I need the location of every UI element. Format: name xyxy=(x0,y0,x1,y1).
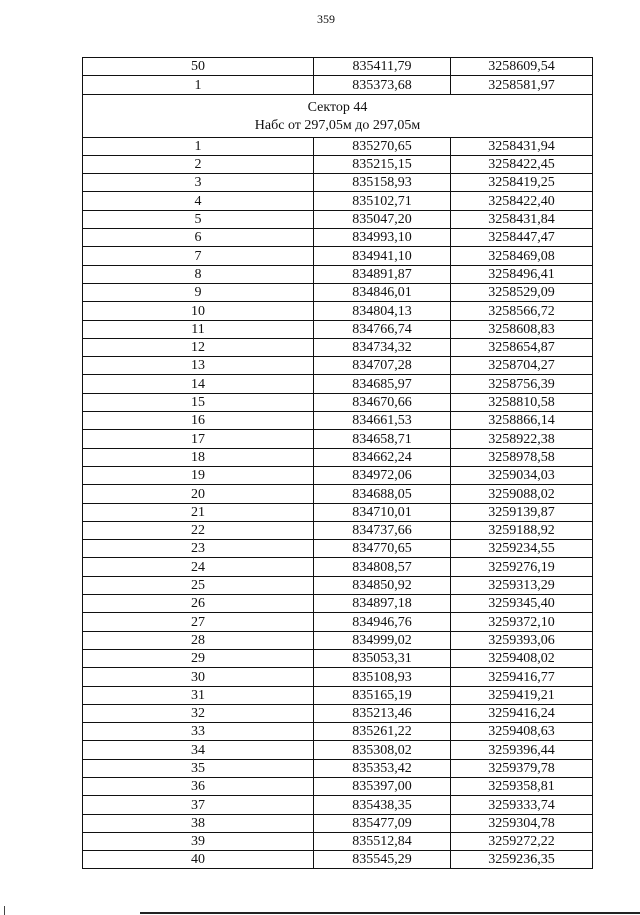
y-coordinate-cell: 3258431,84 xyxy=(451,210,593,228)
table-row xyxy=(83,430,593,448)
point-number-cell: 1 xyxy=(83,76,314,94)
table-row xyxy=(83,503,593,521)
x-coordinate-cell: 834941,10 xyxy=(314,247,451,265)
point-number-cell: 28 xyxy=(83,631,314,649)
y-coordinate-cell: 3259408,02 xyxy=(451,649,593,667)
y-coordinate-cell: 3258609,54 xyxy=(451,58,593,76)
point-number-cell: 10 xyxy=(83,302,314,320)
x-coordinate-cell: 834993,10 xyxy=(314,229,451,247)
point-number-cell: 13 xyxy=(83,357,314,375)
table-row xyxy=(83,814,593,832)
point-number-cell: 27 xyxy=(83,613,314,631)
x-coordinate-cell: 834685,97 xyxy=(314,375,451,393)
table-row xyxy=(83,137,593,155)
table-row xyxy=(83,229,593,247)
table-row xyxy=(83,649,593,667)
point-number-cell: 16 xyxy=(83,412,314,430)
y-coordinate-cell: 3259034,03 xyxy=(451,466,593,484)
y-coordinate-cell: 3259276,19 xyxy=(451,558,593,576)
table-row xyxy=(83,357,593,375)
section-title: Сектор 44 xyxy=(307,99,368,115)
x-coordinate-cell: 834972,06 xyxy=(314,466,451,484)
table-row xyxy=(83,412,593,430)
y-coordinate-cell: 3259333,74 xyxy=(451,796,593,814)
y-coordinate-cell: 3258529,09 xyxy=(451,283,593,301)
point-number-cell: 31 xyxy=(83,686,314,704)
x-coordinate-cell: 834804,13 xyxy=(314,302,451,320)
x-coordinate-cell: 834707,28 xyxy=(314,357,451,375)
y-coordinate-cell: 3259188,92 xyxy=(451,521,593,539)
y-coordinate-cell: 3259419,21 xyxy=(451,686,593,704)
y-coordinate-cell: 3258419,25 xyxy=(451,174,593,192)
point-number-cell: 30 xyxy=(83,668,314,686)
y-coordinate-cell: 3258654,87 xyxy=(451,338,593,356)
table-row xyxy=(83,796,593,814)
table-row xyxy=(83,613,593,631)
point-number-cell: 21 xyxy=(83,503,314,521)
page-number: 359 xyxy=(317,12,335,26)
table-row xyxy=(83,595,593,613)
table-row xyxy=(83,338,593,356)
x-coordinate-cell: 834808,57 xyxy=(314,558,451,576)
point-number-cell: 24 xyxy=(83,558,314,576)
table-row xyxy=(83,265,593,283)
point-number-cell: 14 xyxy=(83,375,314,393)
y-coordinate-cell: 3259088,02 xyxy=(451,485,593,503)
table-row xyxy=(83,741,593,759)
x-coordinate-cell: 834670,66 xyxy=(314,393,451,411)
y-coordinate-cell: 3259345,40 xyxy=(451,595,593,613)
point-number-cell: 19 xyxy=(83,466,314,484)
x-coordinate-cell: 834661,53 xyxy=(314,412,451,430)
table-row xyxy=(83,302,593,320)
y-coordinate-cell: 3259396,44 xyxy=(451,741,593,759)
x-coordinate-cell: 834850,92 xyxy=(314,576,451,594)
x-coordinate-cell: 835215,15 xyxy=(314,155,451,173)
point-number-cell: 50 xyxy=(83,58,314,76)
x-coordinate-cell: 834946,76 xyxy=(314,613,451,631)
y-coordinate-cell: 3258608,83 xyxy=(451,320,593,338)
y-coordinate-cell: 3258756,39 xyxy=(451,375,593,393)
x-coordinate-cell: 834766,74 xyxy=(314,320,451,338)
point-number-cell: 15 xyxy=(83,393,314,411)
table-row xyxy=(83,448,593,466)
x-coordinate-cell: 834770,65 xyxy=(314,540,451,558)
y-coordinate-cell: 3259416,77 xyxy=(451,668,593,686)
point-number-cell: 18 xyxy=(83,448,314,466)
section-subtitle: Набс от 297,05м до 297,05м xyxy=(254,117,421,133)
table-row xyxy=(83,210,593,228)
point-number-cell: 8 xyxy=(83,265,314,283)
point-number-cell: 38 xyxy=(83,814,314,832)
x-coordinate-cell: 835353,42 xyxy=(314,759,451,777)
table-row xyxy=(83,851,593,869)
y-coordinate-cell: 3259416,24 xyxy=(451,704,593,722)
table-row xyxy=(83,759,593,777)
x-coordinate-cell: 835102,71 xyxy=(314,192,451,210)
point-number-cell: 22 xyxy=(83,521,314,539)
y-coordinate-cell: 3258422,40 xyxy=(451,192,593,210)
y-coordinate-cell: 3258581,97 xyxy=(451,76,593,94)
point-number-cell: 40 xyxy=(83,851,314,869)
point-number-cell: 5 xyxy=(83,210,314,228)
table-row xyxy=(83,393,593,411)
y-coordinate-cell: 3259379,78 xyxy=(451,759,593,777)
table-row xyxy=(83,521,593,539)
x-coordinate-cell: 835270,65 xyxy=(314,137,451,155)
y-coordinate-cell: 3259358,81 xyxy=(451,777,593,795)
x-coordinate-cell: 835213,46 xyxy=(314,704,451,722)
x-coordinate-cell: 834897,18 xyxy=(314,595,451,613)
table-row xyxy=(83,192,593,210)
x-coordinate-cell: 834999,02 xyxy=(314,631,451,649)
section-header-cell xyxy=(83,94,593,137)
table-body-rows xyxy=(83,137,593,869)
y-coordinate-cell: 3259408,63 xyxy=(451,723,593,741)
point-number-cell: 26 xyxy=(83,595,314,613)
point-number-cell: 12 xyxy=(83,338,314,356)
point-number-cell: 17 xyxy=(83,430,314,448)
x-coordinate-cell: 834737,66 xyxy=(314,521,451,539)
x-coordinate-cell: 834662,24 xyxy=(314,448,451,466)
table-row xyxy=(83,723,593,741)
y-coordinate-cell: 3259236,35 xyxy=(451,851,593,869)
x-coordinate-cell: 835512,84 xyxy=(314,832,451,850)
table-row xyxy=(83,631,593,649)
table-row xyxy=(83,58,593,76)
x-coordinate-cell: 835545,29 xyxy=(314,851,451,869)
point-number-cell: 36 xyxy=(83,777,314,795)
point-number-cell: 20 xyxy=(83,485,314,503)
point-number-cell: 25 xyxy=(83,576,314,594)
table-row xyxy=(83,777,593,795)
y-coordinate-cell: 3258422,45 xyxy=(451,155,593,173)
y-coordinate-cell: 3258810,58 xyxy=(451,393,593,411)
y-coordinate-cell: 3258566,72 xyxy=(451,302,593,320)
coordinates-table xyxy=(82,57,593,869)
x-coordinate-cell: 834846,01 xyxy=(314,283,451,301)
y-coordinate-cell: 3258447,47 xyxy=(451,229,593,247)
y-coordinate-cell: 3258496,41 xyxy=(451,265,593,283)
point-number-cell: 23 xyxy=(83,540,314,558)
x-coordinate-cell: 835397,00 xyxy=(314,777,451,795)
x-coordinate-cell: 835053,31 xyxy=(314,649,451,667)
point-number-cell: 4 xyxy=(83,192,314,210)
y-coordinate-cell: 3259313,29 xyxy=(451,576,593,594)
table-row xyxy=(83,174,593,192)
x-coordinate-cell: 834658,71 xyxy=(314,430,451,448)
x-coordinate-cell: 835108,93 xyxy=(314,668,451,686)
x-coordinate-cell: 835477,09 xyxy=(314,814,451,832)
point-number-cell: 29 xyxy=(83,649,314,667)
x-coordinate-cell: 835438,35 xyxy=(314,796,451,814)
y-coordinate-cell: 3259393,06 xyxy=(451,631,593,649)
table-row xyxy=(83,375,593,393)
y-coordinate-cell: 3259234,55 xyxy=(451,540,593,558)
point-number-cell: 35 xyxy=(83,759,314,777)
scan-edge-mark xyxy=(4,906,5,915)
y-coordinate-cell: 3258866,14 xyxy=(451,412,593,430)
table-row xyxy=(83,668,593,686)
table-row xyxy=(83,704,593,722)
point-number-cell: 37 xyxy=(83,796,314,814)
x-coordinate-cell: 835261,22 xyxy=(314,723,451,741)
point-number-cell: 33 xyxy=(83,723,314,741)
x-coordinate-cell: 834688,05 xyxy=(314,485,451,503)
y-coordinate-cell: 3259372,10 xyxy=(451,613,593,631)
y-coordinate-cell: 3259304,78 xyxy=(451,814,593,832)
table-row xyxy=(83,576,593,594)
point-number-cell: 7 xyxy=(83,247,314,265)
y-coordinate-cell: 3258469,08 xyxy=(451,247,593,265)
table-row xyxy=(83,540,593,558)
table-row xyxy=(83,832,593,850)
table-row xyxy=(83,76,593,94)
section-header-row xyxy=(83,94,593,137)
point-number-cell: 11 xyxy=(83,320,314,338)
table-row xyxy=(83,283,593,301)
point-number-cell: 9 xyxy=(83,283,314,301)
x-coordinate-cell: 835047,20 xyxy=(314,210,451,228)
table-row xyxy=(83,247,593,265)
point-number-cell: 3 xyxy=(83,174,314,192)
section-header-group xyxy=(83,94,593,137)
x-coordinate-cell: 835411,79 xyxy=(314,58,451,76)
x-coordinate-cell: 835308,02 xyxy=(314,741,451,759)
point-number-cell: 39 xyxy=(83,832,314,850)
x-coordinate-cell: 835165,19 xyxy=(314,686,451,704)
x-coordinate-cell: 834734,32 xyxy=(314,338,451,356)
y-coordinate-cell: 3258704,27 xyxy=(451,357,593,375)
table-row xyxy=(83,320,593,338)
y-coordinate-cell: 3258978,58 xyxy=(451,448,593,466)
x-coordinate-cell: 834710,01 xyxy=(314,503,451,521)
table-row xyxy=(83,558,593,576)
x-coordinate-cell: 834891,87 xyxy=(314,265,451,283)
point-number-cell: 6 xyxy=(83,229,314,247)
x-coordinate-cell: 835158,93 xyxy=(314,174,451,192)
y-coordinate-cell: 3259272,22 xyxy=(451,832,593,850)
table-row xyxy=(83,485,593,503)
point-number-cell: 32 xyxy=(83,704,314,722)
y-coordinate-cell: 3258922,38 xyxy=(451,430,593,448)
y-coordinate-cell: 3258431,94 xyxy=(451,137,593,155)
table-top-rows xyxy=(83,58,593,95)
table-row xyxy=(83,466,593,484)
point-number-cell: 34 xyxy=(83,741,314,759)
table-row xyxy=(83,686,593,704)
point-number-cell: 2 xyxy=(83,155,314,173)
point-number-cell: 1 xyxy=(83,137,314,155)
table-row xyxy=(83,155,593,173)
x-coordinate-cell: 835373,68 xyxy=(314,76,451,94)
y-coordinate-cell: 3259139,87 xyxy=(451,503,593,521)
page-bottom-rule xyxy=(140,912,640,914)
